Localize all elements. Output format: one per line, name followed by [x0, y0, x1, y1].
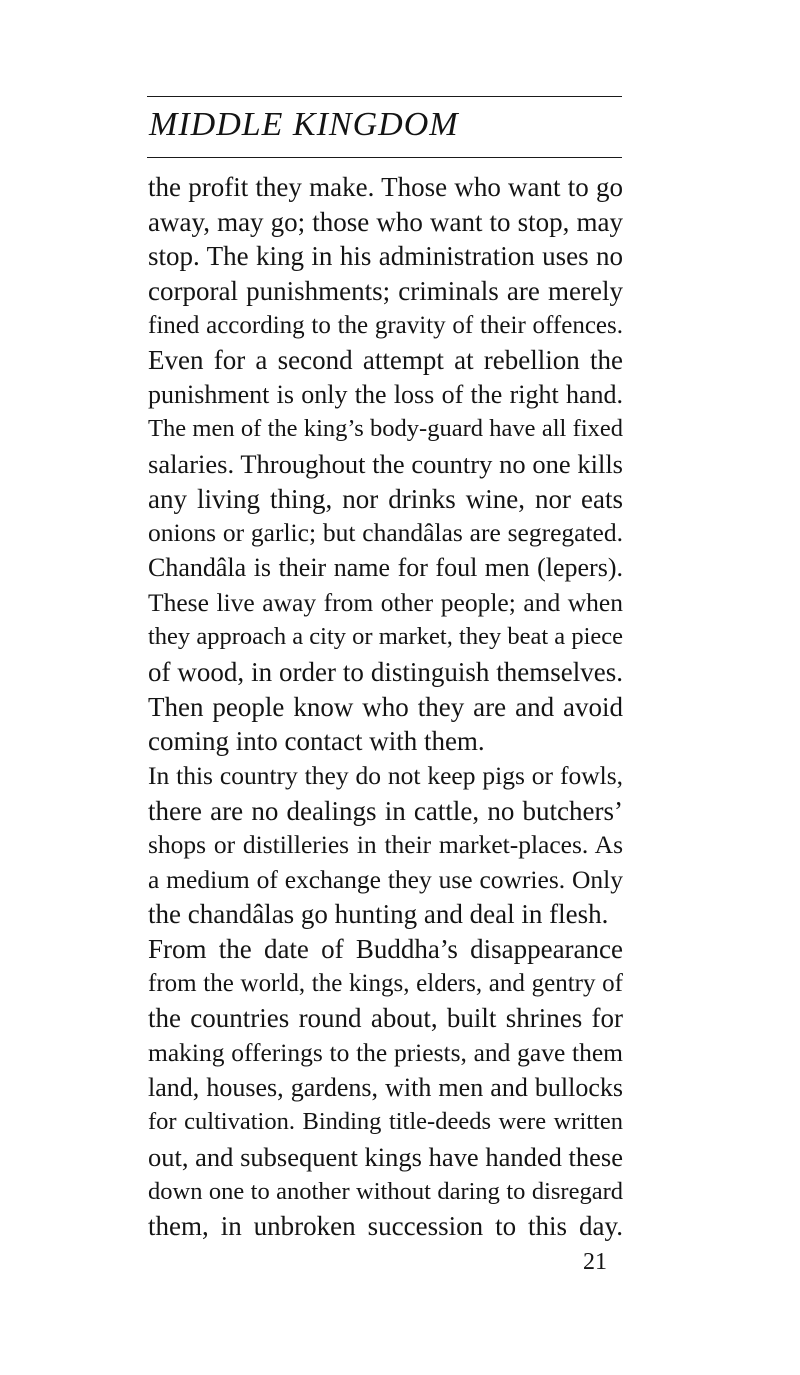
- text-line: Chandâla is their name for foul men (lepers).: [148, 553, 623, 583]
- text-line: Even for a second attempt at rebellion the: [148, 345, 623, 376]
- text-line: Then people know who they are and avoid: [148, 691, 623, 722]
- text-line: they approach a city or market, they beat a piece: [148, 623, 623, 651]
- text-line: the chandâlas go hunting and deal in flesh.: [148, 899, 609, 930]
- text-line: From the date of Buddha’s disappearance: [148, 934, 623, 965]
- text-line: of wood, in order to distinguish themselves.: [148, 656, 623, 687]
- text-line: coming into contact with them.: [148, 726, 485, 757]
- header-rule-bottom: [147, 157, 622, 158]
- text-line: the profit they make. Those who want to go: [148, 172, 623, 202]
- text-line: fined according to the gravity of their offences.: [148, 311, 623, 339]
- text-line: them, in unbroken succession to this day.: [148, 1211, 623, 1242]
- text-line: making offerings to the priests, and gave them: [148, 1038, 623, 1068]
- text-line: down one to another without daring to disregard: [148, 1177, 623, 1205]
- text-line: shops or distilleries in their market-places. As: [148, 830, 623, 860]
- text-line: stop. The king in his administration uses no: [148, 241, 623, 272]
- text-line: any living thing, nor drinks wine, nor eats: [148, 483, 623, 514]
- text-line: land, houses, gardens, with men and bullocks: [148, 1072, 623, 1102]
- text-line: corporal punishments; criminals are merely: [148, 275, 623, 306]
- text-line: onions or garlic; but chandâlas are segregated.: [148, 518, 623, 548]
- text-line: for cultivation. Binding title-deeds were written: [148, 1108, 623, 1136]
- running-head: MIDDLE KINGDOM: [149, 106, 459, 143]
- text-line: there are no dealings in cattle, no butchers’: [148, 795, 623, 826]
- text-line: The men of the king’s body-guard have all fixed: [148, 415, 623, 443]
- text-line: These live away from other people; and when: [148, 587, 623, 617]
- text-line: punishment is only the loss of the right hand.: [148, 379, 623, 409]
- header-rule-top: [147, 96, 622, 97]
- text-line: the countries round about, built shrines for: [148, 1003, 623, 1034]
- text-line: out, and subsequent kings have handed these: [148, 1141, 623, 1172]
- text-line: a medium of exchange they use cowries. Only: [148, 864, 623, 894]
- text-line: away, may go; those who want to stop, may: [148, 206, 623, 237]
- text-line: In this country they do not keep pigs or fowls,: [148, 760, 623, 790]
- text-line: from the world, the kings, elders, and gentry of: [148, 969, 623, 997]
- page-number: 21: [583, 1249, 607, 1275]
- text-line: salaries. Throughout the country no one kills: [148, 449, 623, 480]
- body-text: [148, 170, 623, 1244]
